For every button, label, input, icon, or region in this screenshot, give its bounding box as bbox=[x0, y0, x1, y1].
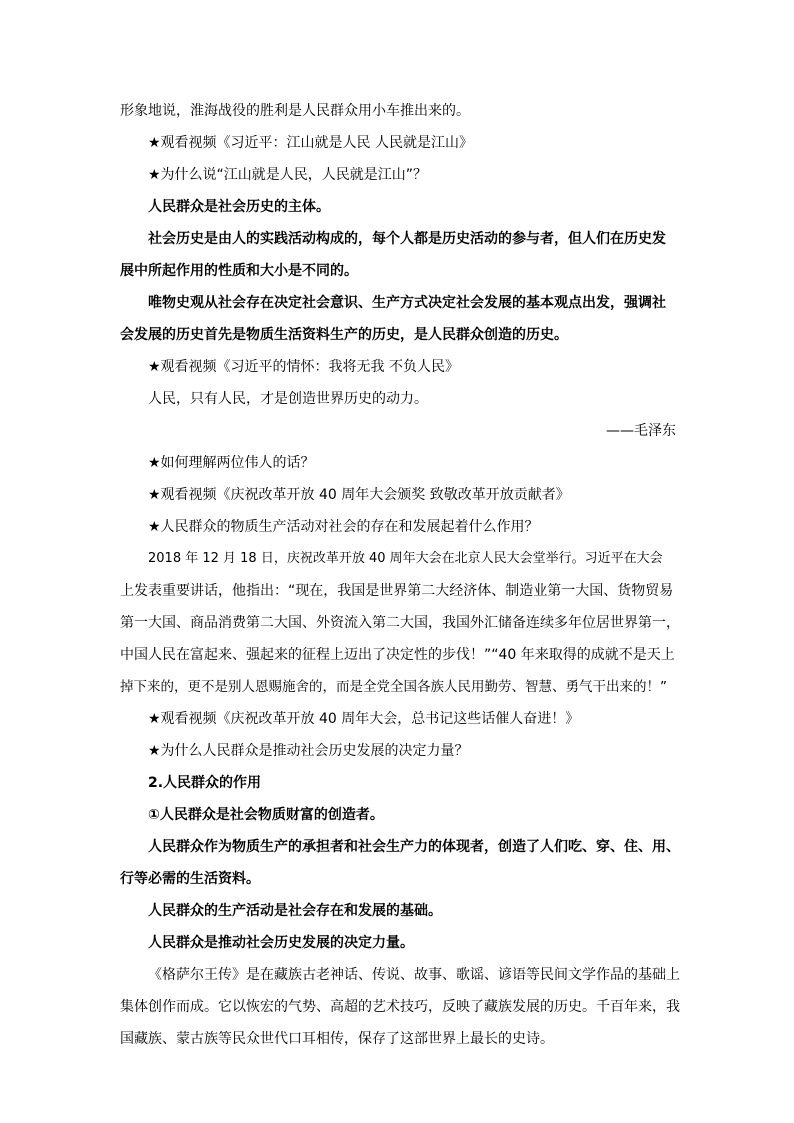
paragraph-line: 上发表重要讲话，他指出：“现在，我国是世界第二大经济体、制造业第一大国、货物贸易 bbox=[120, 583, 674, 599]
paragraph-line: 掉下来的，更不是别人恩赐施舍的，而是全党全国各族人民用勤劳、智慧、勇气干出来的！” bbox=[120, 679, 667, 695]
paragraph-line: 人民群众作为物质生产的承担者和社会生产力的体现者，创造了人们吃、穿、住、用、 bbox=[148, 839, 680, 855]
paragraph-line: 《格萨尔王传》是在藏族古老神话、传说、故事、歌谣、谚语等民间文学作品的基础上 bbox=[148, 967, 680, 983]
paragraph-line: 行等必需的生活资料。 bbox=[120, 871, 260, 887]
paragraph-line: 第一大国、商品消费第二大国、外资流入第二大国，我国外汇储备连续多年位居世界第一， bbox=[120, 615, 680, 631]
paragraph-line: 中国人民在富起来、强起来的征程上迈出了决定性的步伐！”“40 年来取得的成就不是天上 bbox=[120, 647, 675, 663]
key-point: 人民群众是社会历史的主体。 bbox=[148, 199, 330, 215]
video-prompt: ★观看视频《习近平的情怀：我将无我 不负人民》 bbox=[148, 359, 459, 375]
paragraph-line: 唯物史观从社会存在决定社会意识、生产方式决定社会发展的基本观点出发，强调社 bbox=[148, 295, 666, 311]
key-point: 人民群众是推动社会历史发展的决定力量。 bbox=[148, 935, 414, 951]
question-prompt: ★为什么说“江山就是人民，人民就是江山”？ bbox=[148, 167, 428, 183]
sub-heading: ①人民群众是社会物质财富的创造者。 bbox=[148, 807, 384, 823]
paragraph-line: 集体创作而成。它以恢宏的气势、高超的艺术技巧，反映了藏族发展的历史。千百年来，我 bbox=[120, 999, 680, 1015]
quote-attribution: ——毛泽东 bbox=[606, 423, 676, 439]
question-prompt: ★人民群众的物质生产活动对社会的存在和发展起着什么作用？ bbox=[148, 519, 539, 535]
question-prompt: ★为什么人民群众是推动社会历史发展的决定力量？ bbox=[148, 743, 469, 759]
paragraph-line: 会发展的历史首先是物质生活资料生产的历史，是人民群众创造的历史。 bbox=[120, 327, 568, 343]
question-prompt: ★如何理解两位伟人的话？ bbox=[148, 455, 315, 471]
quote-text: 人民，只有人民，才是创造世界历史的动力。 bbox=[148, 391, 428, 407]
paragraph-line: 社会历史是由人的实践活动构成的，每个人都是历史活动的参与者，但人们在历史发 bbox=[148, 231, 666, 247]
paragraph-line: 2018 年 12 月 18 日，庆祝改革开放 40 周年大会在北京人民大会堂举行。习近平在大会 bbox=[148, 551, 663, 566]
paragraph-line: 形象地说，淮海战役的胜利是人民群众用小车推出来的。 bbox=[120, 103, 470, 119]
video-prompt: ★观看视频《庆祝改革开放 40 周年大会颁奖 致敬改革开放贡献者》 bbox=[148, 487, 570, 503]
video-prompt: ★观看视频《庆祝改革开放 40 周年大会，总书记这些话催人奋进！》 bbox=[148, 711, 580, 727]
section-heading: 2.人民群众的作用 bbox=[148, 775, 262, 791]
paragraph-line: 国藏族、蒙古族等民众世代口耳相传，保存了这部世界上最长的史诗。 bbox=[120, 1031, 554, 1047]
paragraph-line: 展中所起作用的性质和大小是不同的。 bbox=[120, 263, 358, 279]
key-point: 人民群众的生产活动是社会存在和发展的基础。 bbox=[148, 903, 442, 919]
video-prompt: ★观看视频《习近平：江山就是人民 人民就是江山》 bbox=[148, 135, 473, 151]
